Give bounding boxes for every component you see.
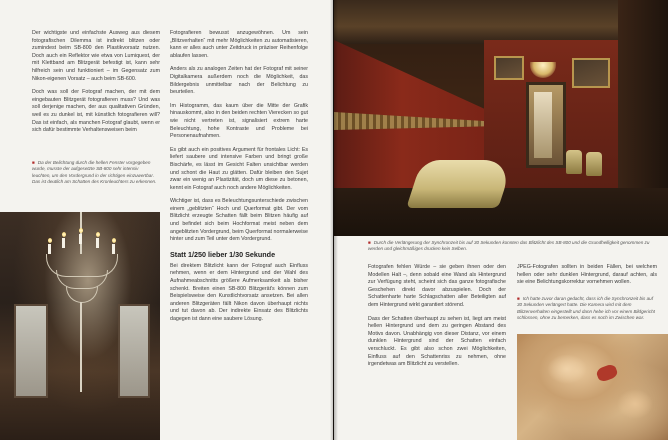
caption-marker-icon: ■ bbox=[368, 240, 371, 245]
paragraph: Doch was soll der Fotograf machen, der mit dem eingebauten Blitzgerät fotografieren muss? Und was soll derjenige machen, der aus qualitativen Gründen, weil es zu dunkel ist, mit künstlich fotografieren will? Das ist einfach, als manchen Fotograf glaubt, wenn er sich dafür bestimmte Verhaltensweisen beim bbox=[32, 89, 160, 134]
right-column-1 bbox=[368, 264, 506, 375]
paragraph: Anders als zu analogen Zeiten hat der Fotograf mit seiner Digitalkamera außerdem noch die Möglichkeit, das Bildergebnis unmittelbar nach der Belichtung zu beurteilen. bbox=[170, 66, 308, 96]
left-caption bbox=[32, 160, 158, 186]
section-subhead: Statt 1/250 lieber 1/30 Sekunde bbox=[170, 249, 276, 259]
left-column-1 bbox=[32, 30, 160, 141]
right-column-2 bbox=[517, 264, 657, 293]
paragraph: Fotografieren bewusst anzugewöhnen. Um sein „Blitzverhalten“ mit mehr Möglichkeiten zu automatisieren, kann er alles auch unter Zeitdruck in präziser Reihenfolge ablaufen lassen. bbox=[170, 30, 308, 59]
left-caption-text: Da der Belichtung durch die hellen Fenster vorgegeben wurde, musste der aufgesetzte SB-800 sehr intensiv leuchten, um den Vordergrund in der richtigen einzuwertbar. Das ist deutlich am Schatten des Kronleuchters zu erkennen. bbox=[32, 160, 157, 185]
caption-marker-icon: ■ bbox=[32, 160, 35, 165]
right-caption bbox=[368, 240, 658, 253]
paragraph: Der wichtigste und einfachste Ausweg aus diesem fotografischen Dilemma ist indirekt blitzen oder zumindest beim SB-800 den Plastikvorsatz nutzen. Doch auch ein Reflektor wie etwa von Lumiquest, der mit Klettband am Blitzgerät befestigt ist, kann sehr hilfreich sein und funktioniert – im Gegensatz zum Nikon-eigenen Vorsatz – auch beim SB-600. bbox=[32, 30, 160, 82]
right-page bbox=[334, 0, 668, 440]
left-page bbox=[0, 0, 333, 440]
paragraph: Fotografen fehlen Würde – sie geben ihnen oder den Modellen Halt –, denn sobald eine Wand als Hintergrund zur Verfügung steht, scheint sich das ganze fotografische Geschehen direkt davor abzuspielen. Doch der Schattenharte harte Schlagschatten aller Beteiligten auf dem Hintergrund wirkt garantiert störend. bbox=[368, 264, 506, 308]
paragraph: Dass der Schatten überhaupt zu sehen ist, liegt am meist hellen Hintergrund und dem zu geringen Abstand des Motivs davon. Unabhängig von dieser Distanz, vor einem dunklen Hintergrund sind der Schatten einfach verschluckt. Es gibt also schon zwei Möglichkeiten, Einfluss auf den Schattenriss zu nehmen, ohne irgendetwas am Blitzlicht zu verstellen. bbox=[368, 315, 506, 368]
book-gutter bbox=[330, 0, 338, 440]
fresco-photo bbox=[517, 334, 668, 440]
red-room-photo bbox=[334, 0, 668, 236]
paragraph: Wichtiger ist, dass es Beleuchtungsunterschiede zwischen einem „geblitzten“ Hoch und Querformat gibt. Der vom Blitzlicht erzeugte Schatten fällt beim Blitzen häufig auf und befindet sich beim Hochformat meist neben dem angeblitzten Vordergrund, beim Querformat normalerweise hinter und zum Teil unter dem Vordergrund. bbox=[170, 198, 308, 243]
paragraph: JPEG-Fotografen sollten in beiden Fällen, bei welchem hellen oder sehr dunklen Hintergrund, darauf achten, als sie eine Belichtungskorrektur vornehmen wollen. bbox=[517, 264, 657, 286]
paragraph: Im Histogramm, das kaum über die Mitte der Grafik hinauskommt, also in den beiden rechten Vierecken so gut wie nicht vertreten ist, signalisiert extrem harte Beleuchtung, hohe Kontraste und Probleme bei Personenaufnahmen. bbox=[170, 102, 308, 140]
right-caption-2 bbox=[517, 296, 657, 322]
paragraph: Es gibt auch ein positives Argument für frontales Licht: Es liefert saubere und intensive Farben und bringt große Bischärfe, es lässt im Gesicht Falten unsichtbar werden und schont die Haut zu glätten. Dafür bleiben den Sujet zwar ein wenig an Plastizität, doch um diese zu betonen, kennt ein Fotograf auch noch andere Möglichkeiten. bbox=[170, 146, 308, 191]
right-caption-2-text: Ich hatte zuvor daran gedacht, dass ich die Synchronzeit bis auf 30 Sekunden verlängert hatte. Die Kamera wird mit dem Blitzenverhalten eingestellt und dann hebe ich vor einem Bildgericht schlossen, ohne zu bemerken, dass es noch im Zwischen war. bbox=[517, 296, 655, 321]
paragraph: Bei direktem Blitzlicht kann der Fotograf auch Einfluss nehmen, wenn er dem Hintergrund und der Wahl des Aufnahmeabschnitts größere Aufmerksamkeit als bisher schenkt. Breiten einen SB-800 Blitzgerät's können zum Beispielsweise den Kunstlichtvorsatz ansetzen. Bei allen anderen Blitzgeräten fällt Nikon davon überhaupt nichts und tut davon ab. Der indirekte Einsatz des Blitzlichts dagegen ist dann eine saubere Lösung. bbox=[170, 262, 308, 322]
left-column-2 bbox=[170, 30, 308, 330]
caption-marker-icon: ■ bbox=[517, 296, 520, 301]
chandelier-photo bbox=[0, 212, 160, 440]
right-caption-text: Durch die Verlängerung der Synchronzeit bis auf 30 Sekunden konnten das Blitzlicht des SB-800 und die Grundhelligkeit genommen zu werden und gleichmäßiges drucken kein Selben. bbox=[368, 240, 650, 252]
